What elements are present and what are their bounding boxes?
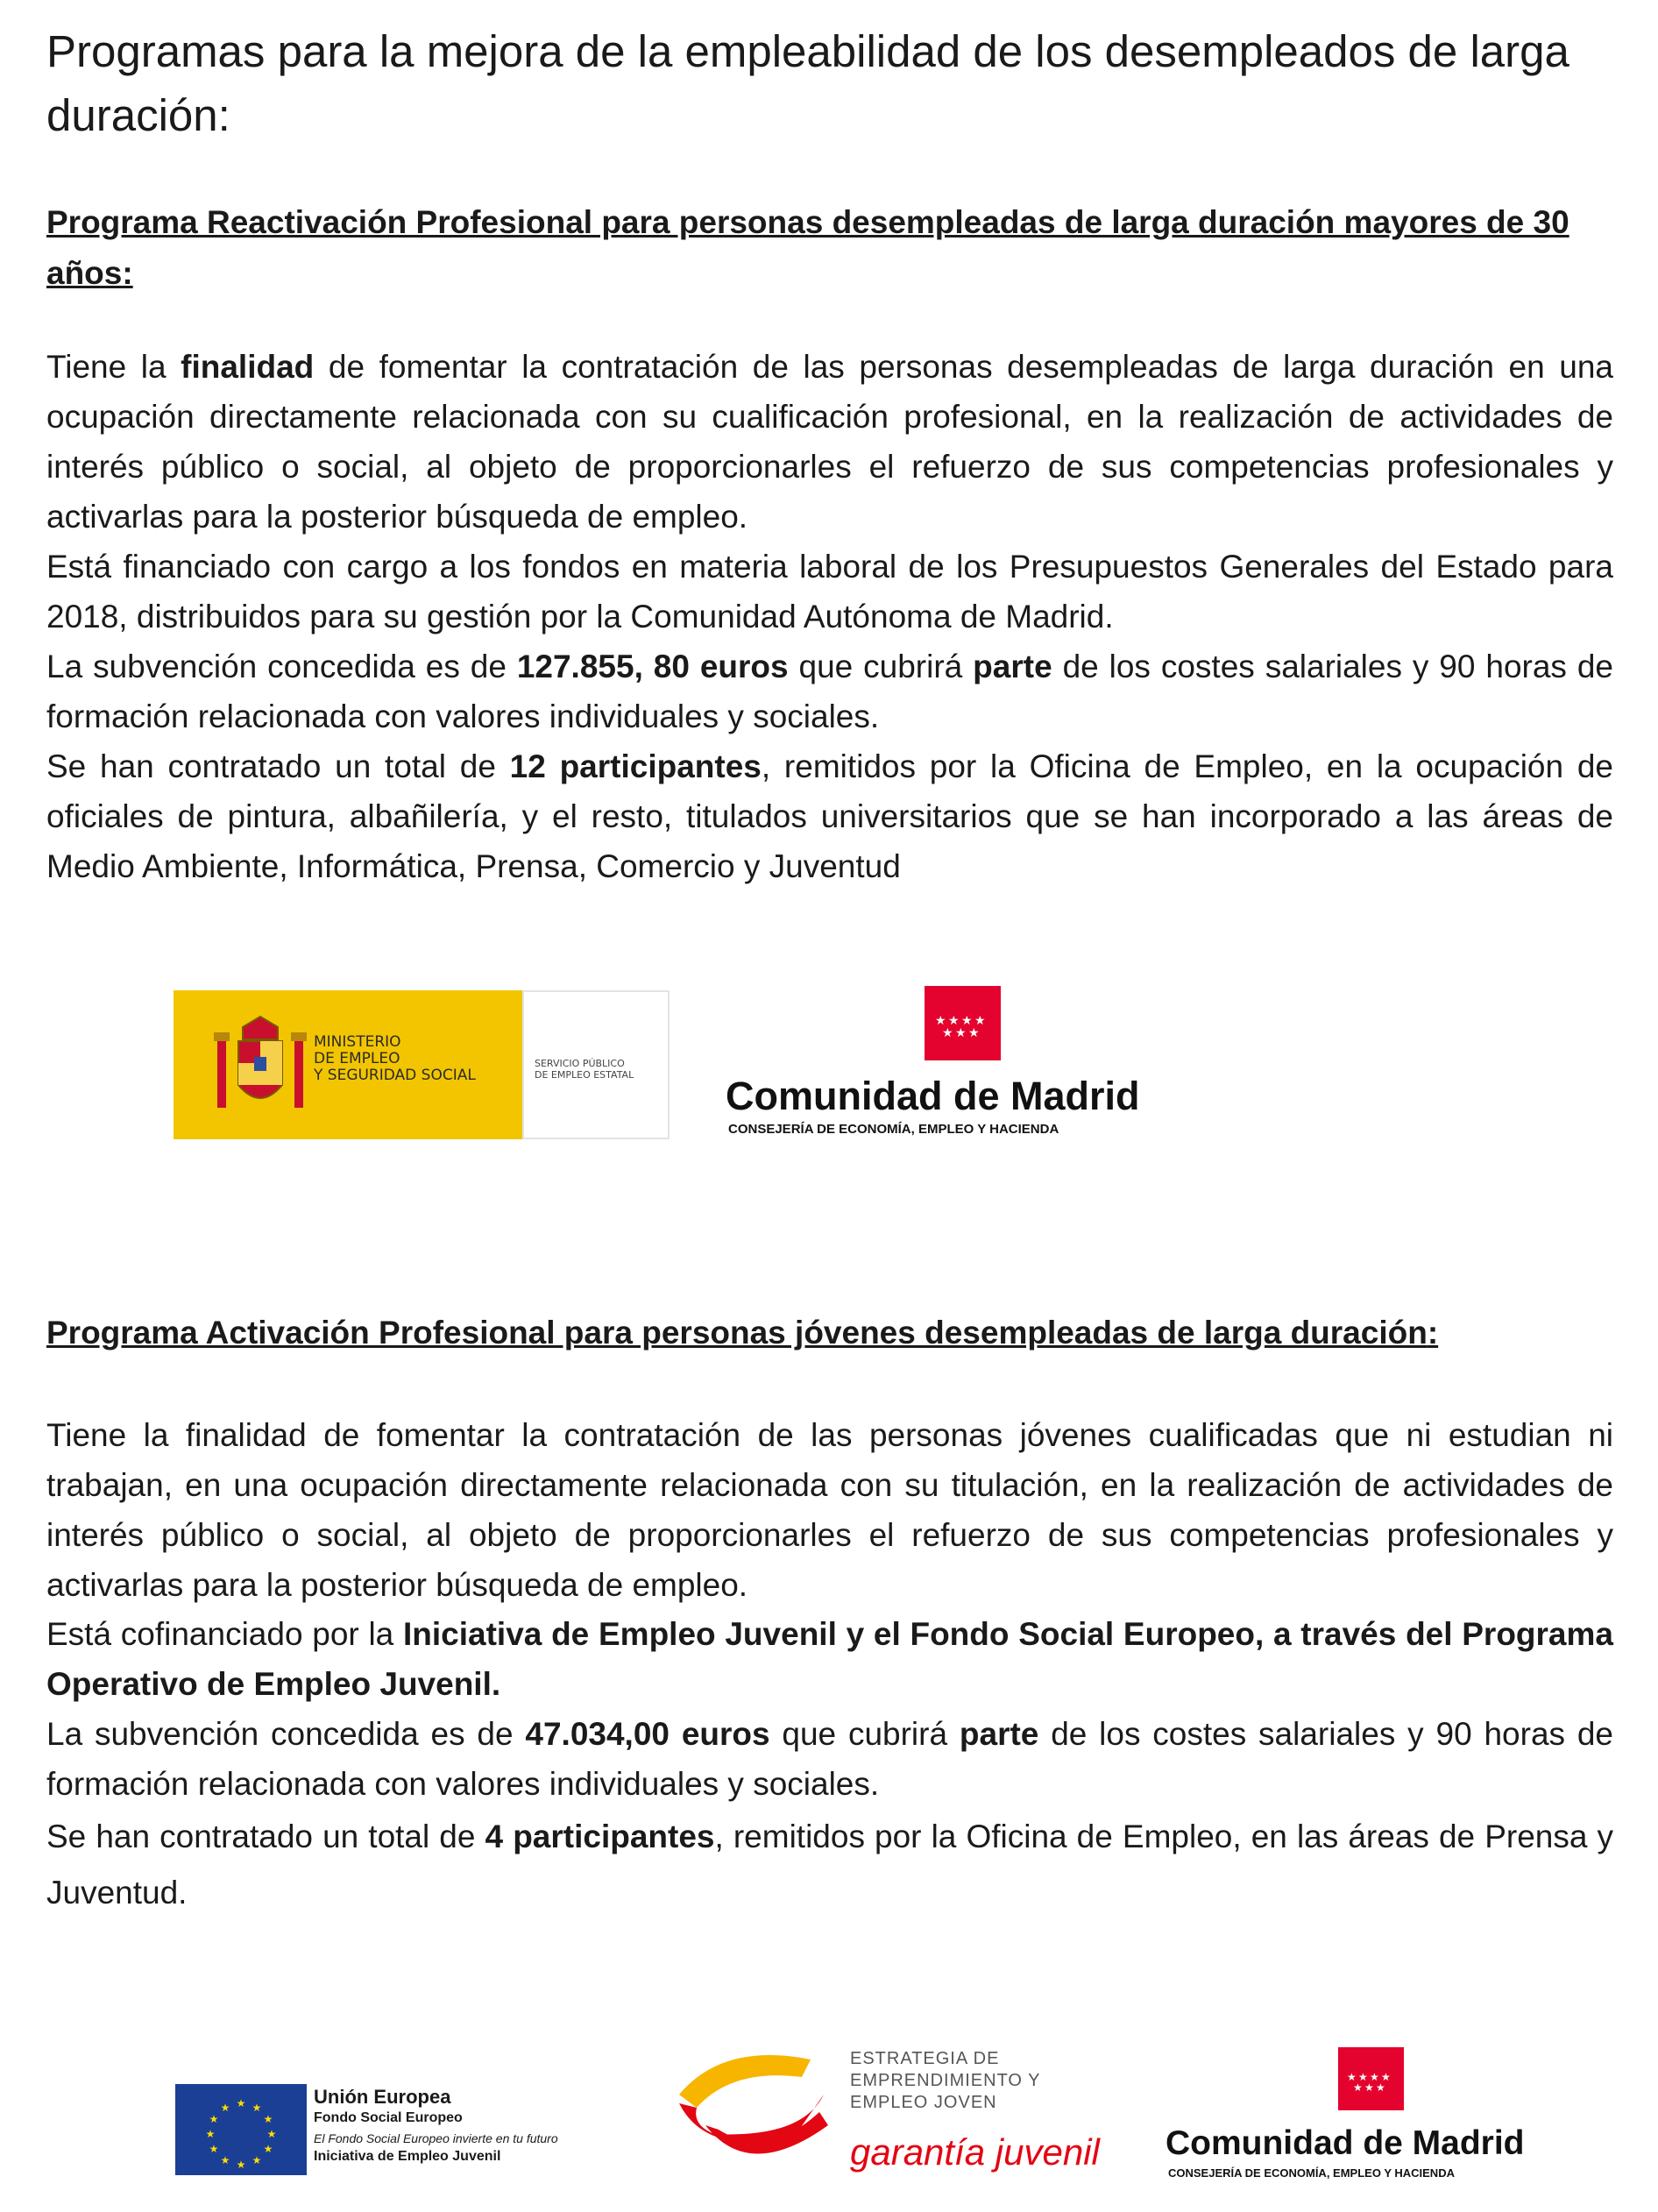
ministerio-text: MINISTERIO DE EMPLEO Y SEGURIDAD SOCIAL	[314, 1033, 476, 1084]
garantia-juvenil-swoosh-icon	[670, 2042, 837, 2182]
svg-text:★: ★	[1353, 2081, 1363, 2094]
ue-fund: Fondo Social Europeo	[314, 2110, 463, 2125]
madrid-name: Comunidad de Madrid	[1166, 2124, 1525, 2162]
svg-text:★: ★	[266, 2128, 277, 2140]
ue-tagline: El Fondo Social Europeo invierte en tu futuro	[314, 2131, 558, 2145]
madrid-department: CONSEJERÍA DE ECONOMÍA, EMPLEO Y HACIENDA	[728, 1122, 1059, 1137]
eu-flag-icon	[175, 2084, 307, 2175]
sepe-text: SERVICIO PÚBLICO DE EMPLEO ESTATAL	[535, 1058, 634, 1081]
svg-text:★: ★	[1370, 2071, 1379, 2083]
svg-text:★: ★	[935, 1014, 946, 1028]
union-europea-logo	[175, 2084, 631, 2175]
ue-title: Unión Europea	[314, 2086, 451, 2108]
svg-text:★: ★	[236, 2097, 246, 2109]
svg-text:★: ★	[948, 1014, 960, 1028]
svg-text:★: ★	[1347, 2071, 1357, 2083]
svg-text:★: ★	[1358, 2071, 1368, 2083]
section1-paragraph-funding: Está financiado con cargo a los fondos en materia laboral de los Presupuestos Generales del Estado para 2018, distribuidos para su gestión por la Comunidad Autónoma de Madrid.	[46, 549, 1613, 635]
svg-text:★: ★	[209, 2143, 219, 2155]
madrid-flag-icon	[1338, 2047, 1404, 2110]
svg-text:★: ★	[974, 1014, 986, 1028]
section2-paragraph-participants: Se han contratado un total de 4 participantes, remitidos por la Oficina de Empleo, en las áreas de Prensa y Juventud.	[46, 1819, 1613, 1911]
madrid-name: Comunidad de Madrid	[726, 1074, 1140, 1118]
madrid-department: CONSEJERÍA DE ECONOMÍA, EMPLEO Y HACIENDA	[1168, 2166, 1455, 2180]
svg-text:★: ★	[236, 2159, 246, 2171]
madrid-flag-icon	[925, 986, 1001, 1060]
svg-text:★: ★	[220, 2102, 230, 2114]
section1-paragraph-subsidy: La subvención concedida es de 127.855, 80 euros que cubrirá parte de los costes salariales y 90 horas de formación relacionada con valores individuales y sociales.	[46, 649, 1613, 734]
sepe-panel	[522, 990, 670, 1139]
svg-text:★: ★	[1376, 2081, 1385, 2094]
svg-text:★: ★	[220, 2154, 230, 2166]
coat-of-arms-icon	[212, 1015, 308, 1118]
svg-text:★: ★	[209, 2113, 219, 2125]
ue-initiative: Iniciativa de Empleo Juvenil	[314, 2149, 501, 2164]
section2-paragraph-subsidy: La subvención concedida es de 47.034,00 euros que cubrirá parte de los costes salariales y 90 horas de formación relacionada con valores individuales y sociales.	[46, 1716, 1614, 1802]
svg-text:★: ★	[955, 1026, 967, 1040]
svg-text:★: ★	[1364, 2081, 1374, 2094]
comunidad-madrid-logo	[726, 986, 1199, 1144]
svg-text:★: ★	[961, 1014, 973, 1028]
svg-text:★: ★	[263, 2113, 273, 2125]
ministerio-empleo-logo	[174, 990, 670, 1139]
section2-paragraph-purpose: Tiene la finalidad de fomentar la contratación de las personas jóvenes cualificadas que ni estudian ni trabajan, en una ocupación directamente relacionada con su titulación, en la realización de actividades de interés público o social, al objeto de proporcionarles el refuerzo de sus competencias profesionales y activarlas para la posterior búsqueda de empleo.	[46, 1417, 1613, 1603]
svg-text:★: ★	[252, 2102, 262, 2114]
garantia-main: garantía juvenil	[850, 2131, 1100, 2173]
garantia-line3: EMPLEO JOVEN	[850, 2093, 997, 2112]
page-title: Programas para la mejora de la empleabilidad de los desempleados de larga duración:	[46, 26, 1569, 140]
svg-text:★: ★	[205, 2128, 216, 2140]
svg-text:★: ★	[252, 2154, 262, 2166]
svg-text:★: ★	[942, 1026, 953, 1040]
svg-text:★: ★	[968, 1026, 980, 1040]
garantia-juvenil-logo	[670, 2042, 1117, 2182]
ministerio-yellow-panel	[174, 990, 522, 1139]
section2-heading: Programa Activación Profesional para personas jóvenes desempleadas de larga duración:	[46, 1315, 1439, 1351]
section1-heading: Programa Reactivación Profesional para personas desempleadas de larga duración mayores de 30 años:	[46, 204, 1569, 291]
section1-paragraph-participants: Se han contratado un total de 12 participantes, remitidos por la Oficina de Empleo, en la ocupación de oficiales de pintura, albañilería, y el resto, titulados universitarios que se han incorporado a las áreas de Medio Ambiente, Informática, Prensa, Comercio y Juventud	[46, 748, 1613, 884]
svg-text:★: ★	[1381, 2071, 1391, 2083]
comunidad-madrid-logo-footer	[1166, 2047, 1577, 2196]
svg-text:★: ★	[263, 2143, 273, 2155]
section1-paragraph-purpose: Tiene la finalidad de fomentar la contratación de las personas desempleadas de larga duración en una ocupación directamente relacionada con su cualificación profesional, en la realización de actividades de interés público o social, al objeto de proporcionarles el refuerzo de sus competencias profesionales y activarlas para la posterior búsqueda de empleo.	[46, 349, 1613, 535]
section2-paragraph-funding: Está cofinanciado por la Iniciativa de Empleo Juvenil y el Fondo Social Europeo, a través del Programa Operativo de Empleo Juvenil.	[46, 1616, 1613, 1702]
garantia-line2: EMPRENDIMIENTO Y	[850, 2071, 1041, 2090]
garantia-line1: ESTRATEGIA DE	[850, 2049, 1000, 2068]
